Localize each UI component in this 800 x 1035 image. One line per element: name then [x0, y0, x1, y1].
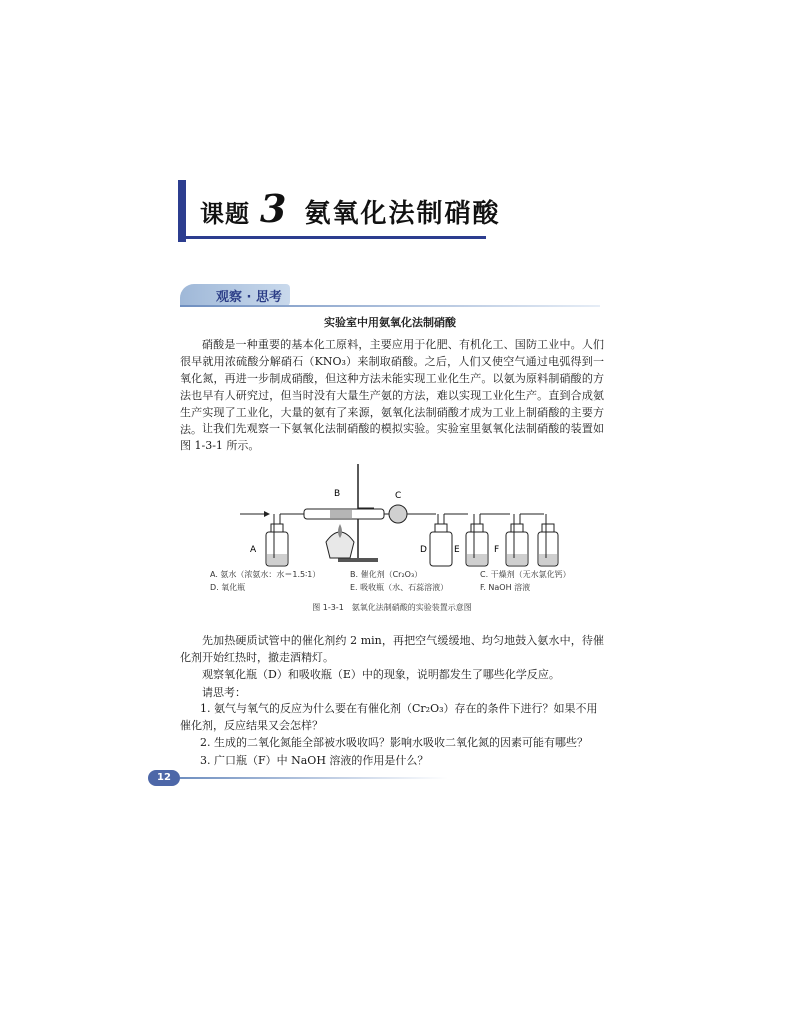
bottle-d [430, 514, 468, 566]
legend-b: B. 催化剂（Cr₂O₃） [350, 570, 423, 579]
paragraph-procedure: 先加热硬质试管中的催化剂约 2 min，再把空气缓缓地、均匀地鼓入氨水中，待催化剂开始红热时，撤走酒精灯。 [180, 634, 604, 664]
legend-a: A. 氨水（浓氨水：水＝1.5∶1） [210, 570, 321, 579]
label-c: C [395, 491, 402, 501]
section-label: 观察 · 思考 [216, 290, 282, 305]
title-accent-bar [178, 180, 186, 242]
paragraph-experiment: 让我们先观察一下氨氧化法制硝酸的模拟实验。实验室里氨氧化法制硝酸的装置如图 1-3-1 所示。 [180, 422, 604, 452]
lesson-main-title: 氨氧化法制硝酸 [304, 199, 501, 229]
question-2: 2. 生成的二氧化氮能全部被水吸收吗？影响水吸收二氧化氮的因素可能有哪些？ [200, 736, 588, 749]
footer-line [180, 777, 448, 779]
question-3: 3. 广口瓶（F）中 NaOH 溶液的作用是什么？ [200, 754, 429, 767]
label-d: D [420, 545, 427, 555]
figure-caption: 图 1-3-1 氨氧化法制硝酸的实验装置示意图 [312, 603, 472, 612]
page-number: 12 [148, 770, 180, 786]
legend-c: C. 干燥剂（无水氯化钙） [480, 570, 571, 579]
label-a: A [250, 545, 257, 555]
bottle-e [466, 514, 510, 566]
paragraph-observe: 观察氧化瓶（D）和吸收瓶（E）中的现象，说明都发生了哪些化学反应。 [202, 668, 560, 681]
question-1: 1. 氨气与氧气的反应为什么要在有催化剂（Cr₂O₃）存在的条件下进行？如果不用催化剂，反应结果又会怎样？ [180, 702, 598, 732]
lesson-label: 课题 [200, 199, 250, 228]
lesson-title-banner [178, 180, 501, 242]
label-b: B [334, 489, 341, 499]
title-underline [186, 236, 486, 239]
section-divider [180, 305, 600, 307]
bottle-a [266, 514, 288, 566]
alcohol-lamp [326, 524, 354, 558]
bottle-g [538, 514, 558, 566]
paragraph-think: 请思考： [202, 686, 246, 699]
apparatus-diagram [240, 462, 560, 570]
figure-legend [210, 568, 600, 594]
drying-tube-c [384, 505, 436, 523]
legend-f: F. NaOH 溶液 [480, 583, 531, 592]
legend-d: D. 氧化瓶 [210, 583, 246, 592]
label-f: F [494, 545, 500, 555]
page-footer [148, 770, 448, 786]
legend-e: E. 吸收瓶（水、石蕊溶液） [350, 583, 449, 592]
label-e: E [454, 545, 460, 555]
article-title: 实验室中用氨氧化法制硝酸 [324, 316, 456, 329]
paragraph-intro: 硝酸是一种重要的基本化工原料，主要应用于化肥、有机化工、国防工业中。人们很早就用浓硫酸分解硝石（KNO₃）来制取硝酸。之后，人们又使空气通过电弧得到一氧化氮，再进一步制成硝酸，但这种方法未能实现工业化生产。以氨为原料制硝酸的方法也早有人研究过，但当时没有大量生产氨的方法，难以实现工业化生产。直到合成氨生产实现了工业化，大量的氨有了来源，氨氧化法制硝酸才成为工业上制硝酸的主要方法。 [180, 338, 604, 436]
lesson-title [200, 186, 500, 232]
air-inlet-arrow [240, 511, 270, 517]
lesson-number: 3 [260, 186, 287, 231]
section-header [180, 284, 600, 306]
catalyst-tube-b [280, 509, 384, 519]
